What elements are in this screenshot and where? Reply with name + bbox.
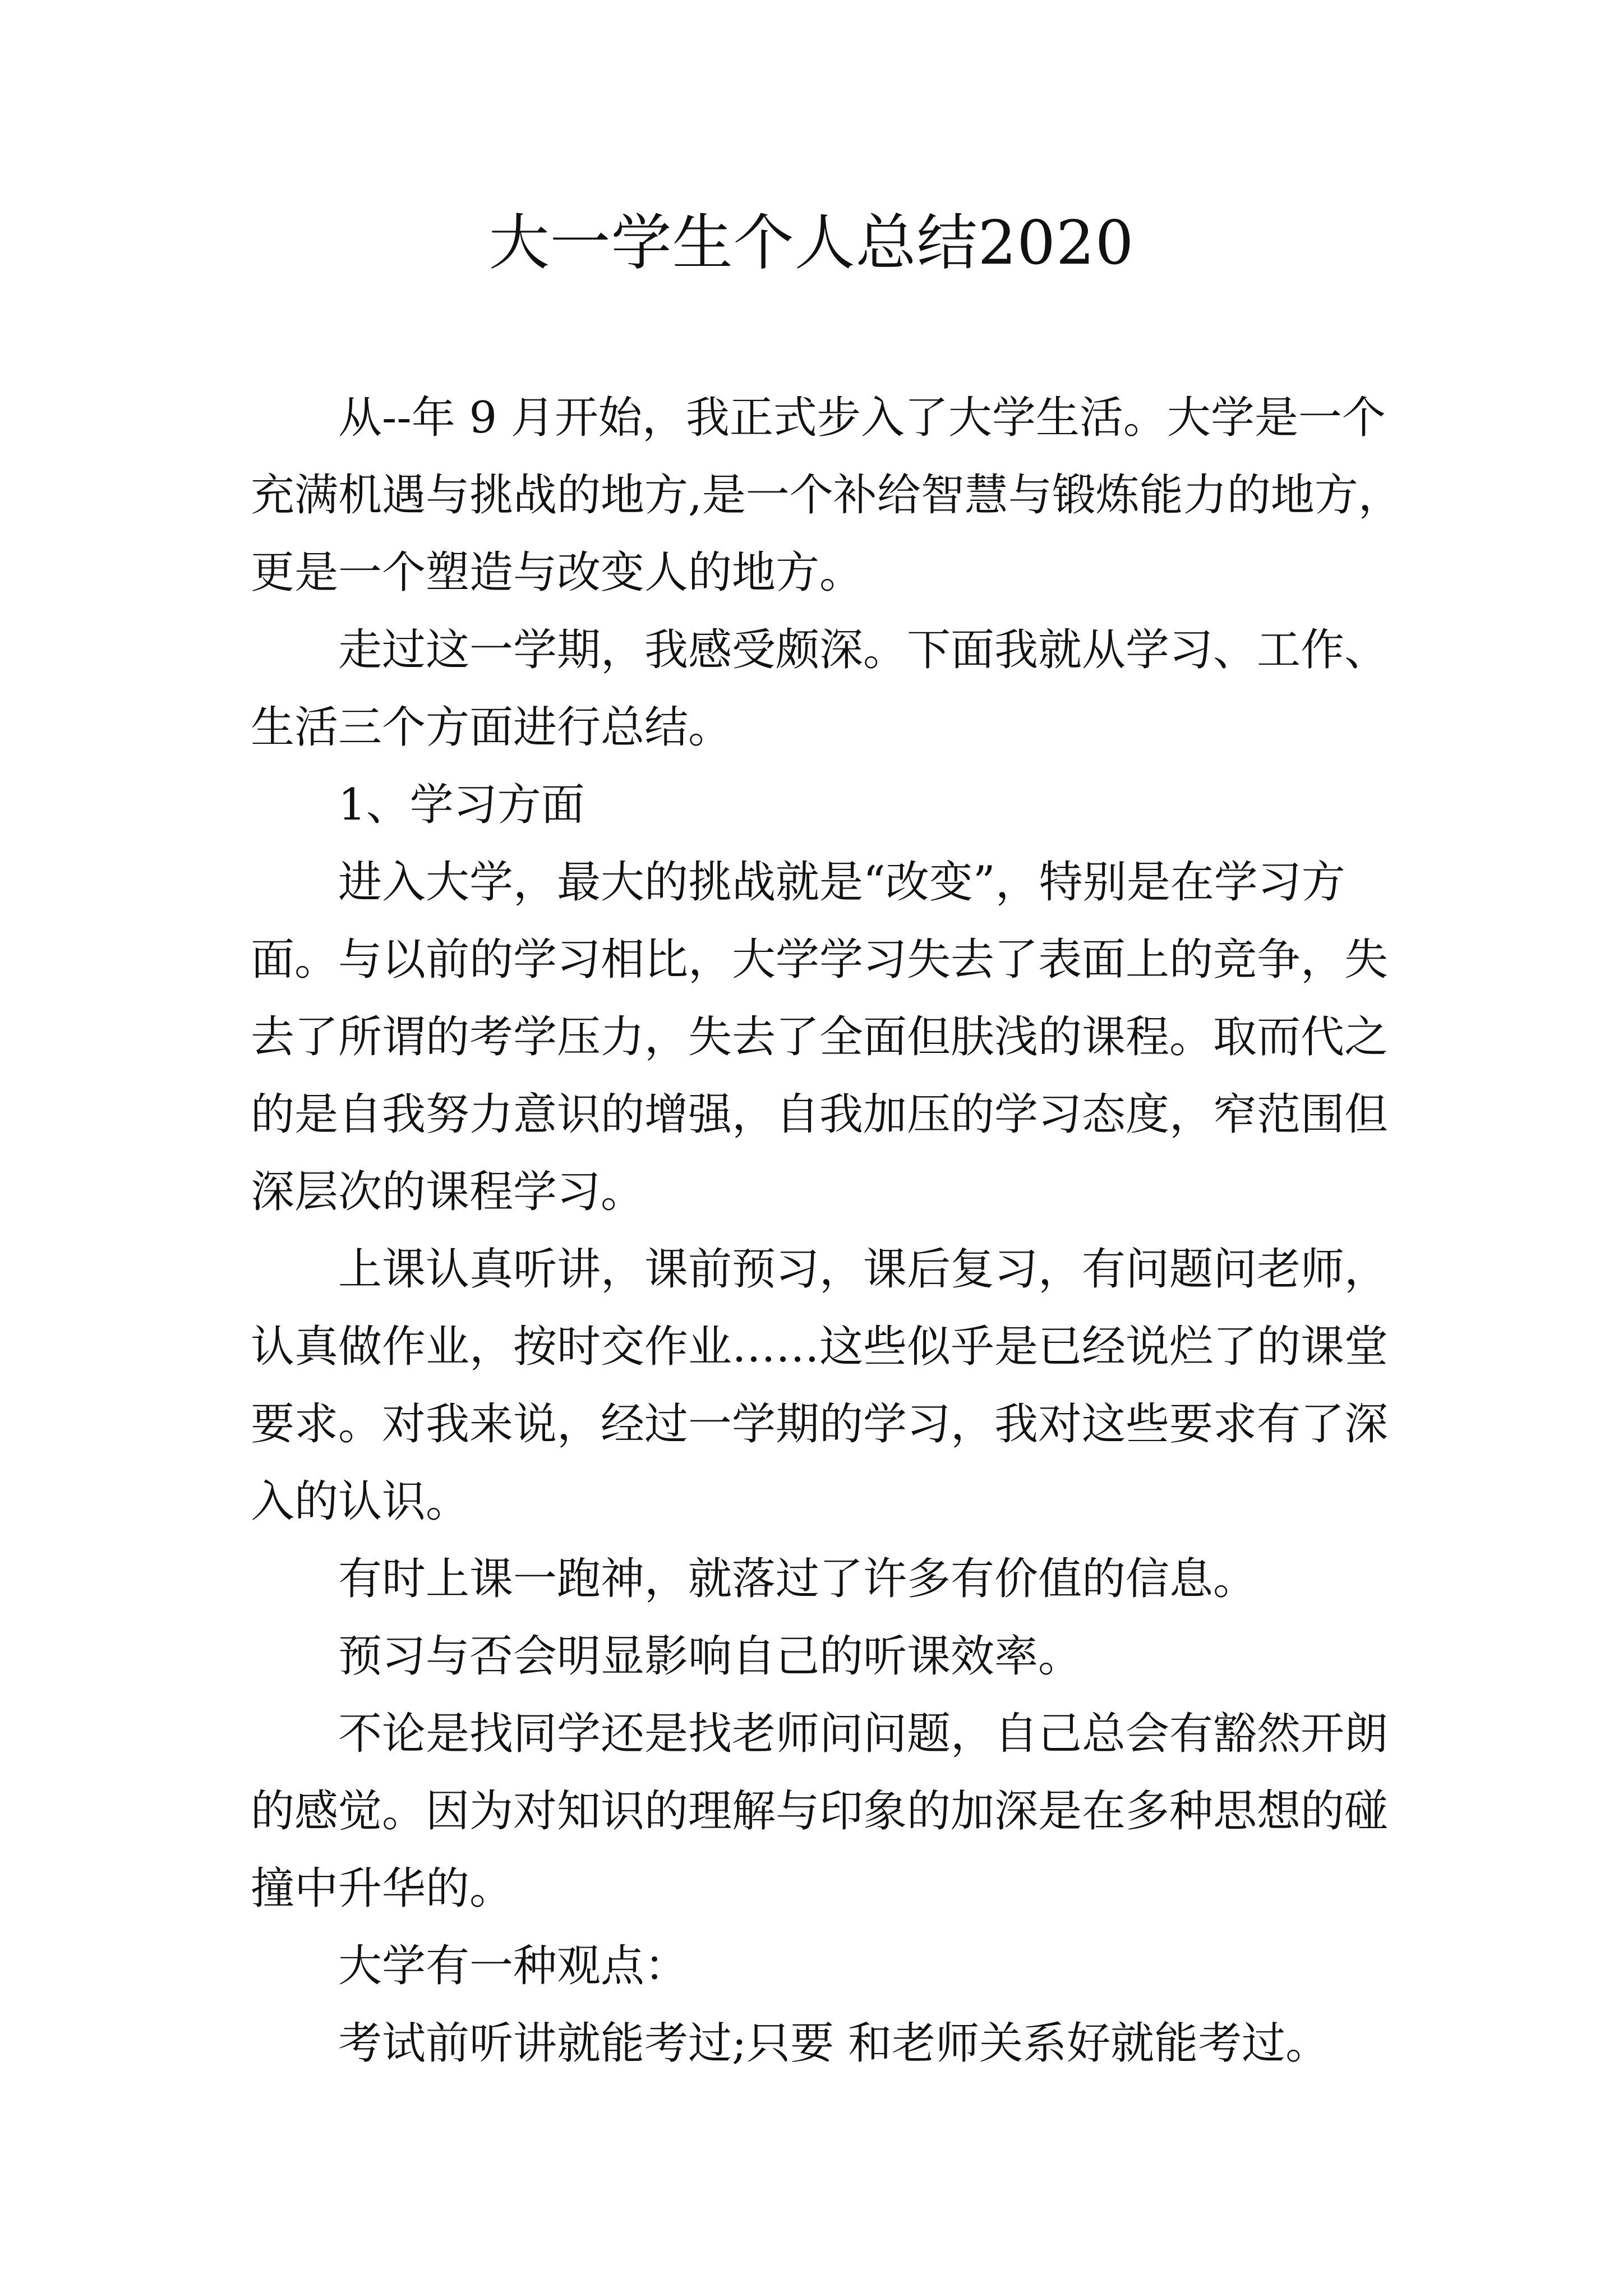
text-line: 更是一个塑造与改变人的地方。 xyxy=(251,547,864,598)
text-line: 进入大学，最大的挑战就是“改变”，特别是在学习方 xyxy=(338,857,1345,908)
paragraph-change xyxy=(251,844,1484,1231)
paragraph-class-requirements xyxy=(251,1231,1484,1540)
section-heading: 1、学习方面 xyxy=(338,780,585,830)
paragraph-overview xyxy=(251,611,1484,766)
text-line: 撞中升华的。 xyxy=(251,1864,514,1914)
text-line: 大学有一种观点： xyxy=(338,1941,689,1991)
text-line: 的感觉。因为对知识的理解与印象的加深是在多种思想的碰 xyxy=(251,1786,1389,1837)
paragraph-attention xyxy=(251,1540,1484,1618)
paragraph-questions xyxy=(251,1695,1484,1927)
text-line: 的是自我努力意识的增强，自我加压的学习态度，窄范围但 xyxy=(251,1089,1389,1140)
text-line: 不论是找同学还是找老师问问题，自己总会有豁然开朗 xyxy=(338,1709,1389,1759)
text-line: 上课认真听讲，课前预习，课后复习，有问题问老师， xyxy=(338,1244,1389,1295)
text-line: 走过这一学期，我感受颇深。下面我就从学习、工作、 xyxy=(338,625,1389,675)
paragraph-preview xyxy=(251,1618,1484,1695)
document-body xyxy=(251,379,1484,2082)
document-title: 大一学生个人总结2020 xyxy=(488,208,1135,278)
text-line: 认真做作业，按时交作业……这些似乎是已经说烂了的课堂 xyxy=(251,1322,1389,1372)
text-line: 面。与以前的学习相比，大学学习失去了表面上的竞争，失 xyxy=(251,935,1389,985)
paragraph-exam xyxy=(251,2005,1484,2082)
text-line: 去了所谓的考学压力，失去了全面但肤浅的课程。取而代之 xyxy=(251,1012,1389,1062)
text-line: 充满机遇与挑战的地方,是一个补给智慧与锻炼能力的地方， xyxy=(251,470,1402,521)
section-heading-study xyxy=(251,766,1484,844)
text-line: 预习与否会明显影响自己的听课效率。 xyxy=(338,1631,1082,1682)
paragraph-intro xyxy=(251,379,1484,611)
text-line: 有时上课一跑神，就落过了许多有价值的信息。 xyxy=(338,1554,1257,1604)
text-line: 要求。对我来说，经过一学期的学习，我对这些要求有了深 xyxy=(251,1399,1389,1450)
text-line: 从--年 9 月开始，我正式步入了大学生活。大学是一个 xyxy=(338,393,1386,443)
text-line: 生活三个方面进行总结。 xyxy=(251,702,732,753)
paragraph-viewpoint xyxy=(251,1927,1484,2005)
text-line: 入的认识。 xyxy=(251,1476,470,1527)
text-line: 深层次的课程学习。 xyxy=(251,1167,645,1217)
text-line: 考试前听讲就能考过;只要 和老师关系好就能考过。 xyxy=(338,2018,1330,2069)
